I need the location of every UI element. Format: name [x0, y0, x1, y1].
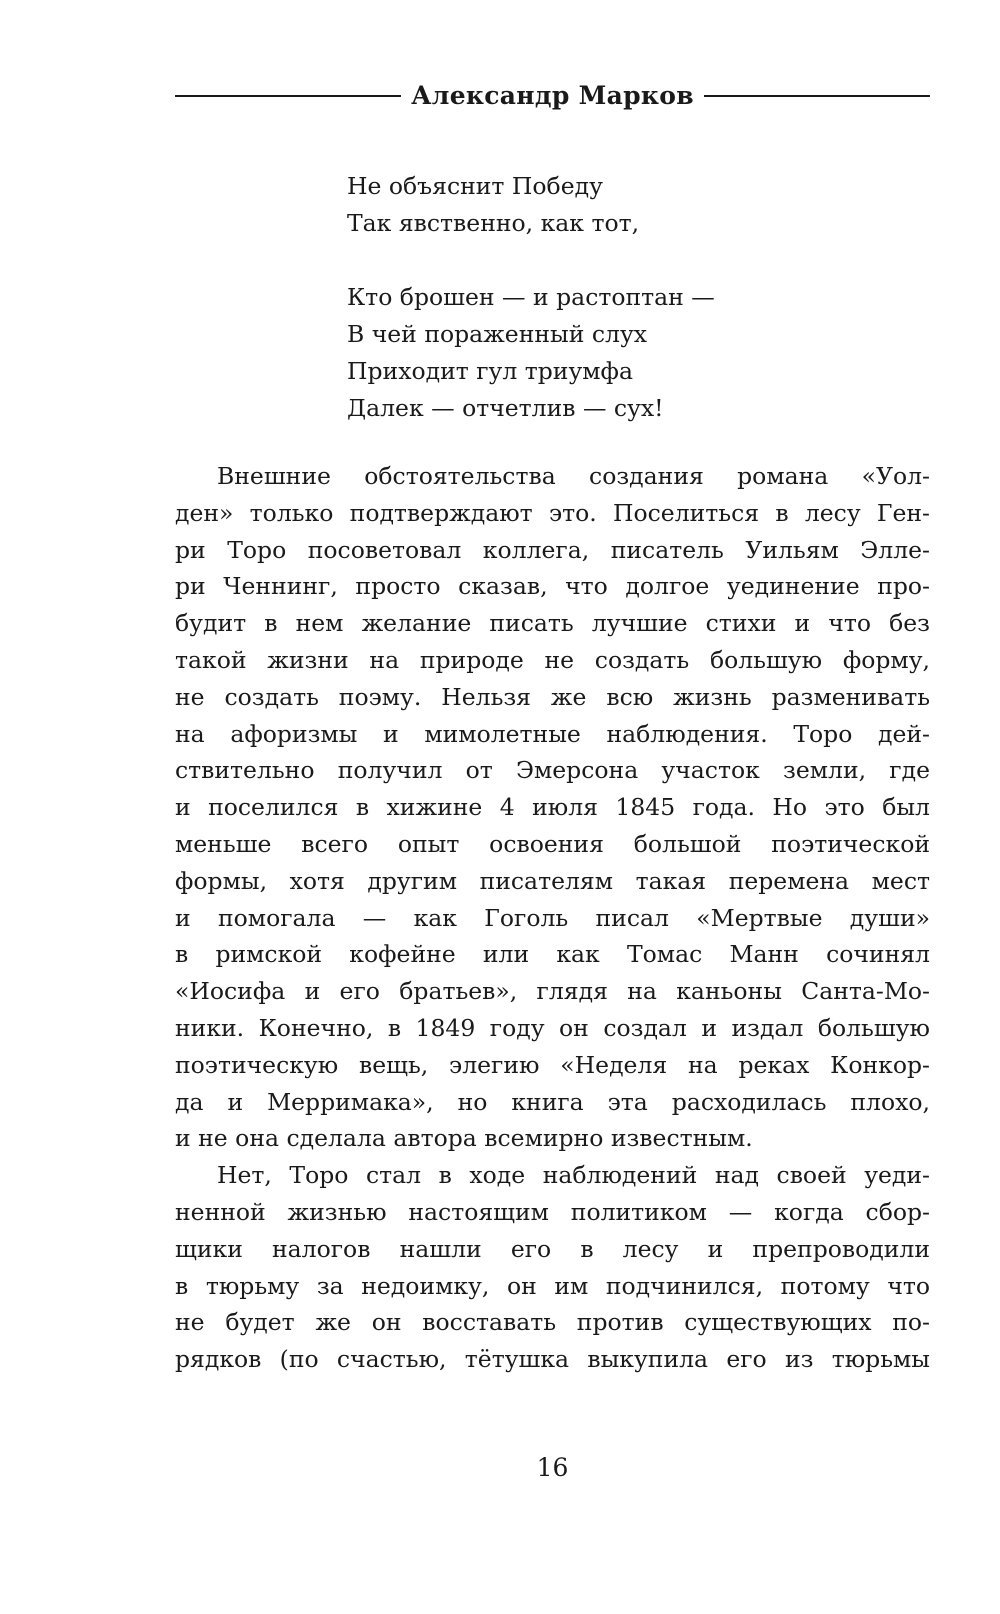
stanza-break: [347, 242, 907, 279]
paragraph-line: «Иосифа и его братьев», глядя на каньоны Санта-Мо-: [175, 977, 930, 1006]
paragraph-line: ри Торо посоветовал коллега, писатель Уильям Элле-: [175, 535, 930, 564]
paragraph-line: поэтическую вещь, элегию «Неделя на реках Конкор-: [175, 1050, 930, 1079]
paragraph-line: на афоризмы и мимолетные наблюдения. Торо дей-: [175, 719, 930, 748]
paragraph-line: Внешние обстоятельства создания романа «Уол-: [217, 462, 930, 490]
page-number: 16: [536, 1453, 569, 1482]
paragraph-line: и не она сделала автора всемирно известным.: [175, 1124, 753, 1153]
poem-line: Так явственно, как тот,: [347, 209, 640, 237]
paragraph-line: не будет же он восставать против существующих по-: [175, 1308, 930, 1337]
paragraph-line: Нет, Торо стал в ходе наблюдений над своей уеди-: [217, 1161, 930, 1190]
poem-line: В чей пораженный слух: [347, 320, 648, 348]
running-header: [175, 76, 930, 116]
paragraph-line: будит в нем желание писать лучшие стихи и что без: [175, 609, 930, 638]
poem-line: Кто брошен — и растоптан —: [347, 283, 715, 311]
paragraph-line: ствительно получил от Эмерсона участок земли, где: [175, 756, 930, 785]
paragraph-line: и поселился в хижине 4 июля 1845 года. Но это был: [175, 793, 930, 822]
paragraph-line: такой жизни на природе не создать большую форму,: [175, 645, 930, 674]
poem-line: Не объяснит Победу: [347, 172, 603, 200]
header-rule-right: [704, 95, 930, 97]
paragraph-line: ри Ченнинг, просто сказав, что долгое уединение про-: [175, 572, 930, 601]
poem-block: [347, 168, 907, 427]
paragraph-line: щики налогов нашли его в лесу и препроводили: [175, 1234, 930, 1263]
paragraph-line: рядков (по счастью, тётушка выкупила его из тюрьмы: [175, 1345, 930, 1374]
poem-line: Приходит гул триумфа: [347, 357, 633, 385]
paragraph-line: да и Мерримака», но книга эта расходилась плохо,: [175, 1087, 930, 1116]
paragraph-line: в тюрьму за недоимку, он им подчинился, потому что: [175, 1271, 930, 1300]
header-author: Александр Марков: [411, 81, 694, 110]
paragraph-line: в римской кофейне или как Томас Манн сочинял: [175, 940, 930, 969]
paragraph-line: меньше всего опыт освоения большой поэтической: [175, 829, 930, 858]
paragraph-line: ненной жизнью настоящим политиком — когда сбор-: [175, 1197, 930, 1226]
paragraph-line: не создать поэму. Нельзя же всю жизнь разменивать: [175, 682, 930, 711]
paragraph-line: ники. Конечно, в 1849 году он создал и издал большую: [175, 1013, 930, 1042]
paragraph-line: формы, хотя другим писателям такая перемена мест: [175, 866, 930, 895]
poem-line: Далек — отчетлив — сух!: [347, 394, 664, 422]
paragraph-line: и помогала — как Гоголь писал «Мертвые души»: [175, 903, 930, 932]
body-text: [175, 458, 930, 1378]
paragraph-line: ден» только подтверждают это. Поселиться в лесу Ген-: [175, 498, 930, 527]
